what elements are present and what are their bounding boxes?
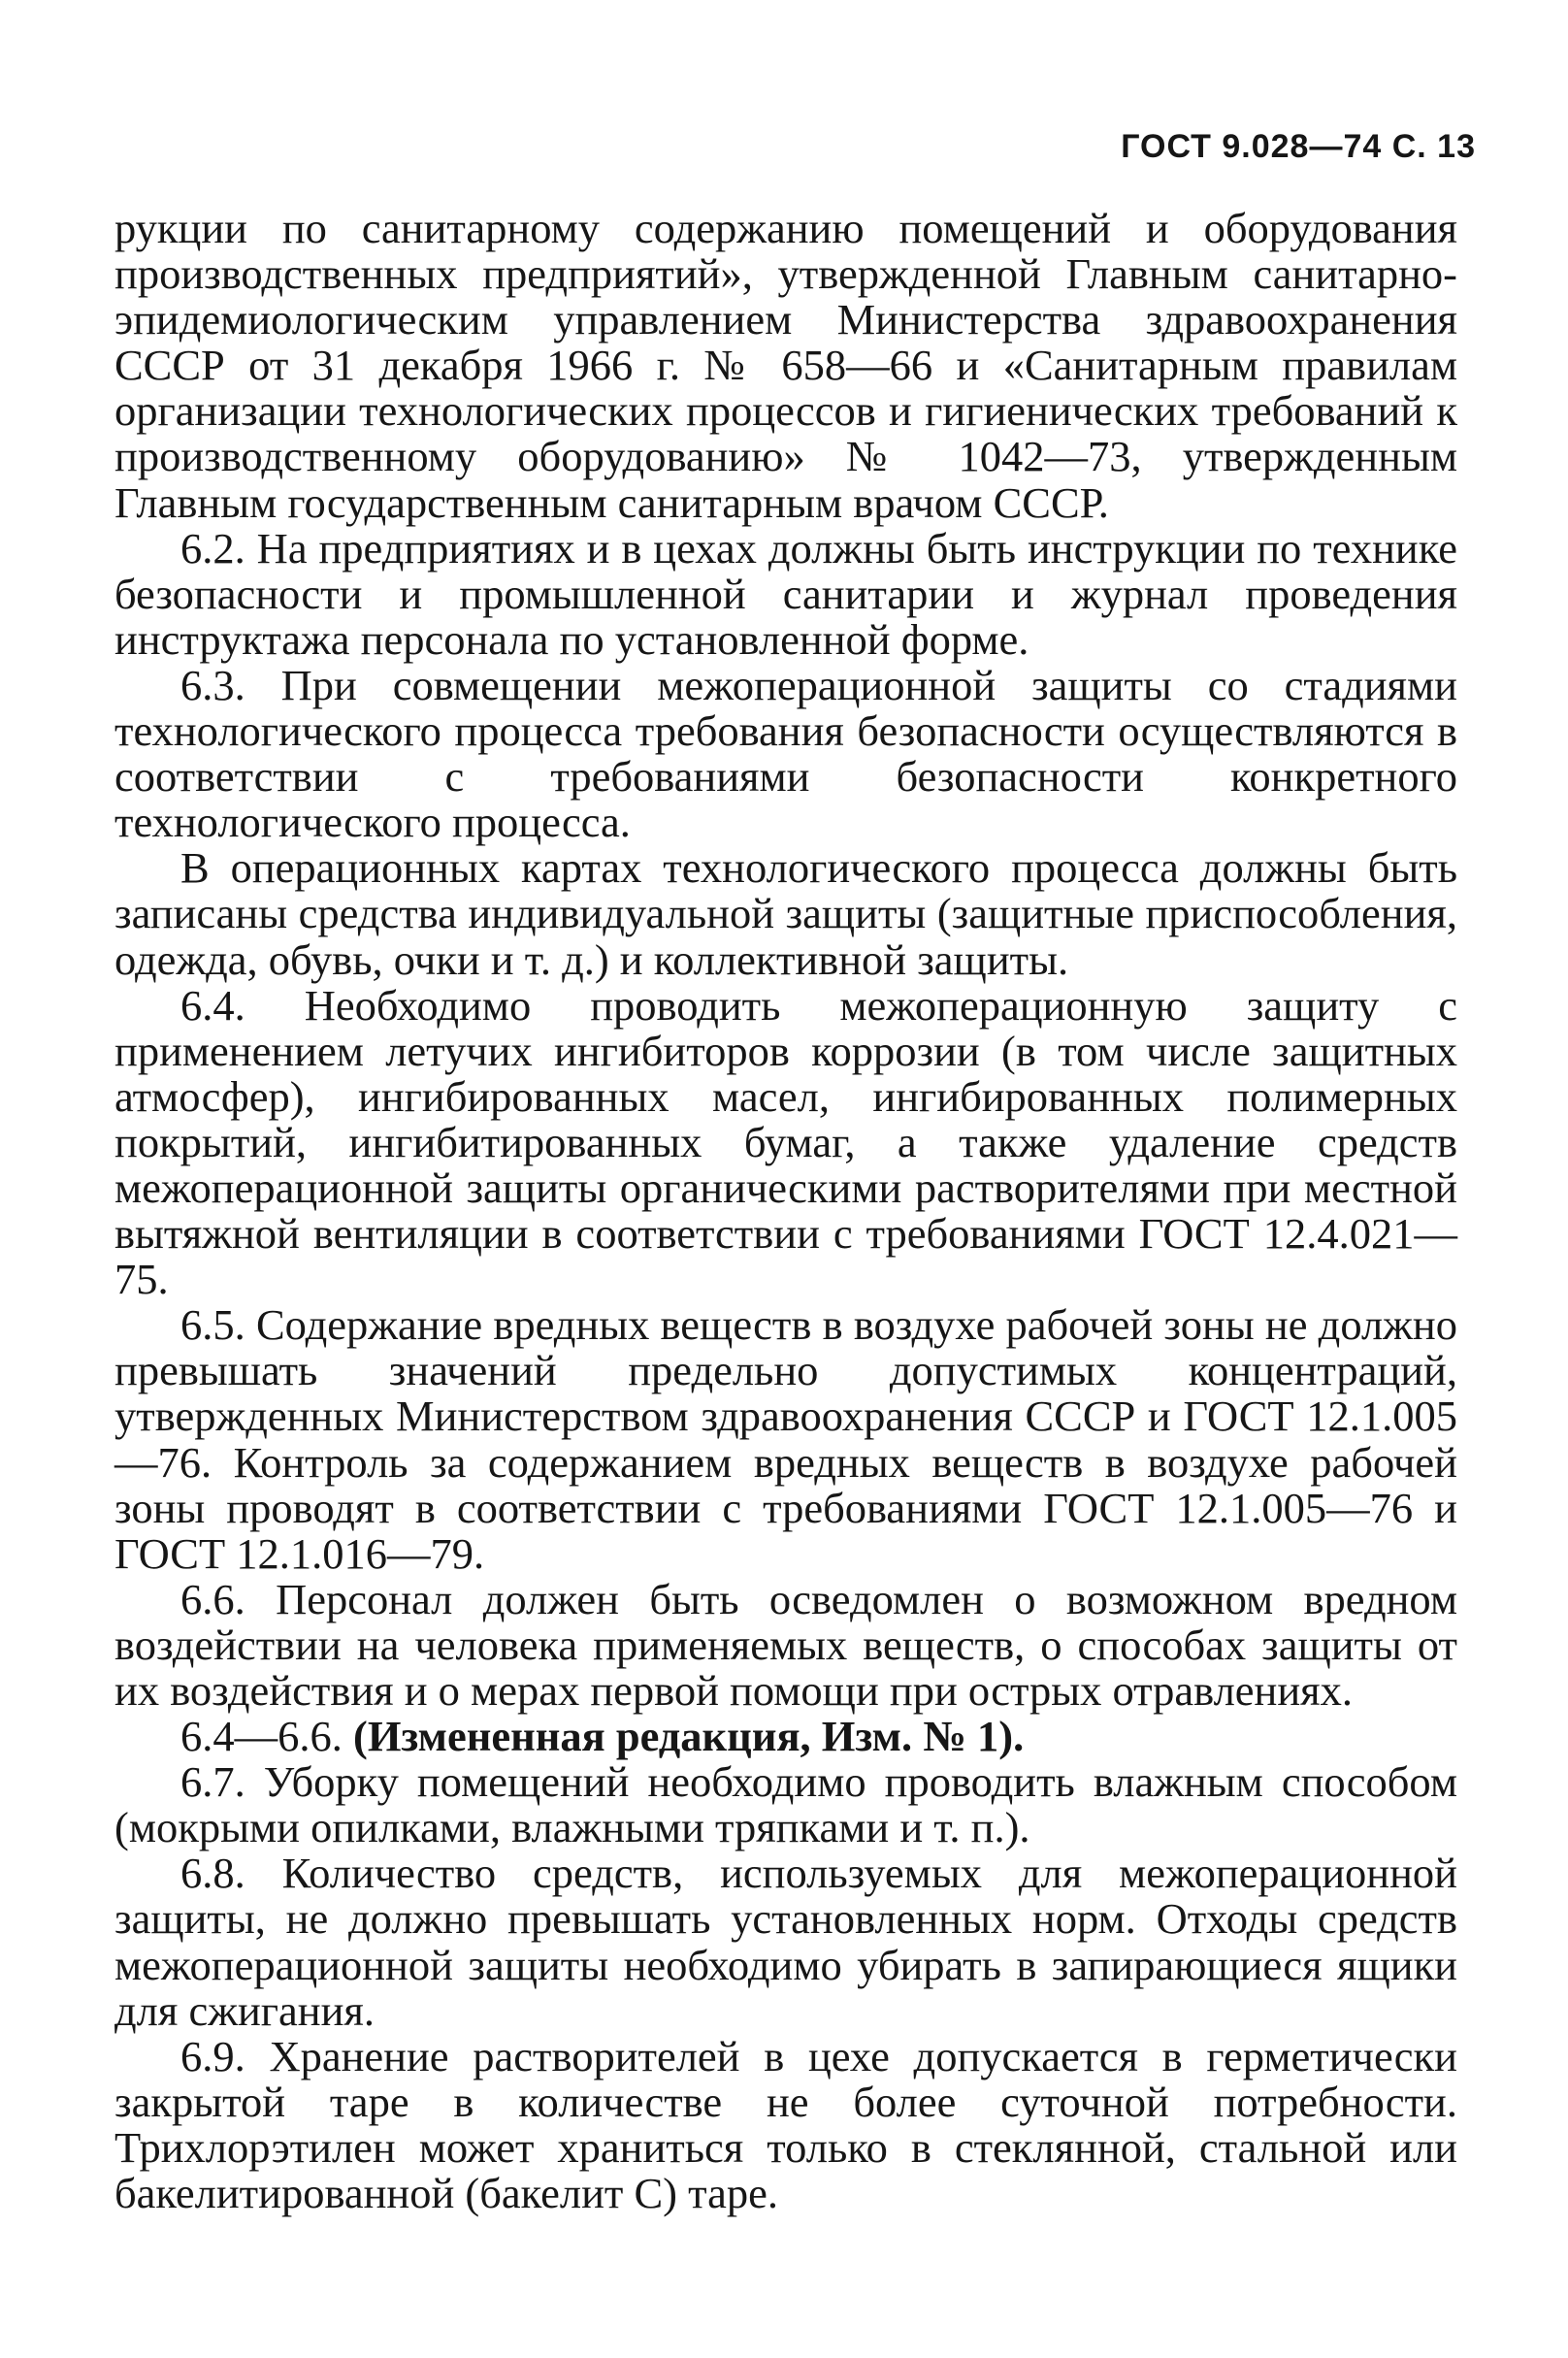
paragraph-6-7: 6.7. Уборку помещений необходимо проводить влажным способом (мокрыми опилками, влажными тряпками и т. п.). bbox=[114, 1757, 1457, 1852]
paragraph-operational-cards: В операционных картах технологического процесса должны быть записаны средства индивидуальной защиты (защитные приспособления, одежда, обувь, очки и т. д.) и коллективной защиты. bbox=[114, 843, 1457, 984]
paragraph-6-8: 6.8. Количество средств, используемых для межоперационной защиты, не должно превышать установленных норм. Отходы средств межоперационной защиты необходимо убирать в запирающиеся ящики для сжигания. bbox=[114, 1849, 1457, 2035]
paragraph-6-9: 6.9. Хранение растворителей в цехе допускается в герметически закрытой таре в количестве не более суточной потребности. Трихлорэтилен может храниться только в стеклянной, стальной или бакелитированной (бакелит С) таре. bbox=[114, 2031, 1457, 2218]
paragraph-6-2: 6.2. На предприятиях и в цехах должны быть инструкции по технике безопасности и промышленной санитарии и журнал проведения инструктажа персонала по установленной форме. bbox=[114, 523, 1457, 664]
document-body bbox=[114, 206, 1457, 2216]
running-header: ГОСТ 9.028—74 С. 13 bbox=[1121, 128, 1476, 165]
paragraph-6-3: 6.3. При совмещении межоперационной защиты со стадиями технологического процесса требования безопасности осуществляются в соответствии с требованиями безопасности конкретного технологического процесса. bbox=[114, 660, 1457, 847]
amendment-prefix: 6.4—6.6. bbox=[180, 1712, 353, 1761]
amendment-bold-text: (Измененная редакция, Изм. № 1). bbox=[353, 1712, 1025, 1761]
amendment-note bbox=[114, 1714, 1457, 1759]
paragraph-continuation: рукции по санитарному содержанию помещений и оборудования производственных предприятий», утвержденной Главным санитарно-эпидемиологическим управлением Министерства здравоохранения СССР от 31 декабря 1966 г. № 658—66 и «Санитарным правилам организации технологических процессов и гигиенических требований к производственному оборудованию» № 1042—73, утвержденным Главным государственным санитарным врачом СССР. bbox=[114, 204, 1457, 527]
paragraph-6-6: 6.6. Персонал должен быть осведомлен о возможном вредном воздействии на человека применяемых веществ, о способах защиты от их воздействия и о мерах первой помощи при острых отравлениях. bbox=[114, 1574, 1457, 1715]
paragraph-6-5: 6.5. Содержание вредных веществ в воздухе рабочей зоны не должно превышать значений предельно допустимых концентраций, утвержденных Министерством здравоохранения СССР и ГОСТ 12.1.005—76. Контроль за содержанием вредных веществ в воздухе рабочей зоны проводят в соответствии с требованиями ГОСТ 12.1.005—76 и ГОСТ 12.1.016—79. bbox=[114, 1300, 1457, 1578]
paragraph-6-4: 6.4. Необходимо проводить межоперационную защиту с применением летучих ингибиторов коррозии (в том числе защитных атмосфер), ингибированных масел, ингибированных полимерных покрытий, ингибитированных бумаг, а также удаление средств межоперационной защиты органическими растворителями при местной вытяжной вентиляции в соответствии с требованиями ГОСТ 12.4.021—75. bbox=[114, 980, 1457, 1304]
